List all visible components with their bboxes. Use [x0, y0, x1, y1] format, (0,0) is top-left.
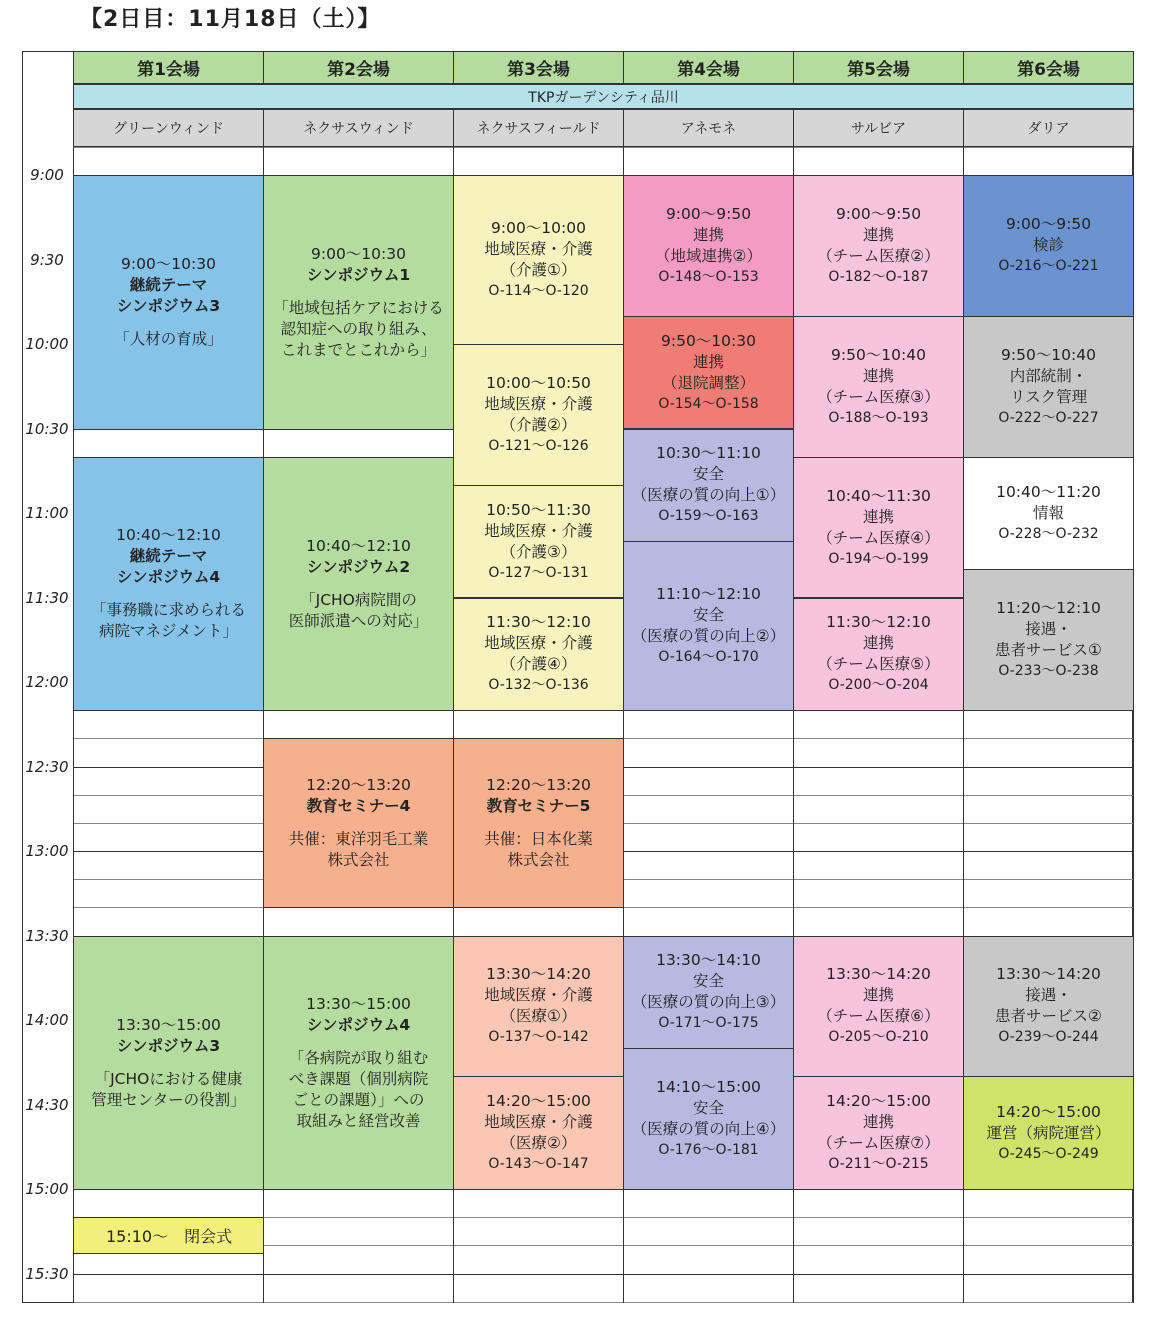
- time-label: 15:00: [25, 1180, 69, 1198]
- session-text: 9:50～10:40: [1001, 345, 1096, 364]
- session-block[interactable]: [963, 457, 1134, 571]
- session-text: 「JCHO病院間の: [300, 590, 417, 609]
- session-text: 地域医療・介護: [484, 986, 593, 1005]
- hall-header: 第3会場: [453, 51, 624, 84]
- session-text: 13:30～15:00: [306, 994, 411, 1013]
- session-block[interactable]: [623, 429, 794, 543]
- session-block[interactable]: [453, 1076, 624, 1190]
- hall-header: 第5会場: [793, 51, 964, 84]
- session-text: O-154～O-158: [658, 395, 759, 412]
- grid-line: [73, 1274, 1133, 1275]
- session-text: 9:00～10:00: [491, 219, 586, 237]
- session-block[interactable]: [963, 936, 1134, 1078]
- session-block[interactable]: [623, 175, 794, 317]
- session-block[interactable]: [453, 175, 624, 345]
- time-label: 10:30: [25, 419, 69, 438]
- time-label: 13:30: [25, 926, 69, 945]
- session-text: 9:00～10:30: [121, 255, 216, 274]
- session-block[interactable]: [963, 175, 1134, 317]
- hall-header: 第1会場: [73, 51, 264, 84]
- session-text: 連携: [862, 1113, 894, 1132]
- session-text: （医療の質の向上④）: [631, 1120, 786, 1139]
- session-block[interactable]: [963, 1076, 1134, 1190]
- time-label: 9:00: [30, 166, 64, 184]
- page-title: 【2日目：11月18日（土）】: [80, 7, 381, 32]
- session-text: O-171～O-175: [658, 1015, 759, 1032]
- session-text: 安全: [692, 465, 724, 484]
- session-text: 「各病院が取り組む: [288, 1048, 429, 1067]
- session-text: これまでとこれから」: [280, 340, 436, 359]
- session-text: （医療の質の向上②）: [631, 627, 786, 646]
- session-text: 11:30～12:10: [486, 613, 591, 632]
- session-text: 地域医療・介護: [484, 240, 593, 258]
- session-text: O-239～O-244: [998, 1029, 1099, 1046]
- session-text: （介護③）: [500, 542, 577, 561]
- session-text: 連携: [862, 634, 894, 653]
- session-text: シンポジウム2: [306, 557, 411, 576]
- session-text: 地域医療・介護: [484, 1113, 593, 1132]
- session-text: 「JCHOにおける健康: [94, 1069, 243, 1088]
- session-text: （チーム医療③）: [817, 387, 940, 406]
- grid-line: [73, 1302, 1133, 1303]
- session-text: 11:20～12:10: [996, 599, 1101, 618]
- session-text: 地域医療・介護: [484, 521, 593, 540]
- session-block[interactable]: [73, 175, 264, 430]
- session-text: 12:20～13:20: [486, 776, 591, 795]
- session-text: 9:00～10:30: [311, 244, 406, 263]
- room-header: ネクサスウィンド: [263, 109, 454, 147]
- time-label: 12:00: [25, 673, 69, 691]
- room-header: グリーンウィンド: [73, 109, 264, 147]
- session-text: O-188～O-193: [828, 409, 929, 426]
- session-text: O-222～O-227: [998, 409, 1099, 426]
- session-text: O-176～O-181: [658, 1142, 759, 1159]
- session-text: 「地域包括ケアにおける: [273, 298, 444, 317]
- session-text: 11:10～12:10: [656, 585, 761, 604]
- session-block[interactable]: [73, 457, 264, 712]
- session-text: 病院マネジメント」: [98, 622, 239, 641]
- session-text: 安全: [692, 606, 724, 625]
- session-text: （地域連携②）: [655, 246, 762, 265]
- session-text: （医療の質の向上①）: [631, 486, 786, 505]
- session-block[interactable]: [623, 541, 794, 711]
- session-text: 安全: [692, 1099, 724, 1118]
- session-text: 共催：日本化薬: [484, 830, 593, 849]
- session-text: O-228～O-232: [998, 525, 1099, 542]
- session-text: 10:40～12:10: [306, 536, 411, 555]
- session-text: （介護④）: [500, 655, 577, 674]
- session-text: 10:40～11:20: [996, 482, 1101, 501]
- session-text: 連携: [692, 225, 724, 244]
- session-text: 9:00～9:50: [665, 204, 752, 223]
- session-text: 10:40～11:30: [826, 486, 931, 505]
- session-text: 教育セミナー4: [306, 797, 411, 816]
- session-text: 10:00～10:50: [486, 373, 591, 392]
- session-text: 医師派遣への対応」: [288, 611, 429, 630]
- session-text: 11:30～12:10: [826, 613, 931, 632]
- session-text: 10:40～12:10: [116, 526, 221, 545]
- session-text: （チーム医療⑦）: [817, 1134, 940, 1153]
- session-text: （介護②）: [500, 415, 577, 434]
- hall-header: 第6会場: [963, 51, 1134, 84]
- session-block[interactable]: [793, 457, 964, 599]
- session-block[interactable]: [963, 316, 1134, 458]
- session-text: O-143～O-147: [488, 1156, 589, 1173]
- time-label: 14:00: [25, 1011, 69, 1029]
- session-text: （チーム医療⑤）: [817, 655, 940, 674]
- session-text: 教育セミナー5: [486, 797, 591, 816]
- time-label: 13:00: [25, 842, 69, 860]
- time-label: 14:30: [25, 1095, 69, 1114]
- session-text: 13:30～14:10: [656, 951, 761, 970]
- session-text: 患者サービス①: [995, 641, 1102, 660]
- time-label: 15:30: [25, 1264, 69, 1283]
- session-text: 取組みと経営改善: [296, 1111, 421, 1130]
- session-block[interactable]: [623, 1048, 794, 1190]
- session-text: 14:10～15:00: [656, 1078, 761, 1097]
- session-text: 運営（病院運営）: [986, 1123, 1111, 1142]
- session-text: O-137～O-142: [488, 1029, 589, 1046]
- session-text: 14:20～15:00: [996, 1102, 1101, 1121]
- hall-header: 第2会場: [263, 51, 454, 84]
- session-text: べき課題（個別病院: [288, 1069, 429, 1088]
- time-label: 11:30: [25, 588, 69, 607]
- room-header: ダリア: [963, 109, 1134, 147]
- session-text: 安全: [692, 972, 724, 991]
- session-text: O-200～O-204: [828, 677, 929, 694]
- session-text: 14:20～15:00: [826, 1092, 931, 1111]
- session-text: O-211～O-215: [828, 1156, 929, 1173]
- session-text: 検診: [1032, 236, 1064, 255]
- room-header: ネクサスフィールド: [453, 109, 624, 147]
- session-block[interactable]: [453, 598, 624, 712]
- session-block[interactable]: [263, 175, 454, 430]
- session-block[interactable]: [453, 485, 624, 599]
- session-text: 連携: [692, 352, 724, 371]
- session-text: （チーム医療②）: [817, 246, 940, 265]
- session-text: O-114～O-120: [488, 283, 589, 299]
- session-text: （チーム医療⑥）: [817, 1007, 940, 1026]
- session-block[interactable]: [793, 1076, 964, 1190]
- session-text: シンポジウム3: [116, 297, 221, 316]
- session-text: （医療①）: [500, 1007, 577, 1026]
- session-text: 10:50～11:30: [486, 500, 591, 519]
- session-text: シンポジウム1: [306, 265, 411, 284]
- session-text: （医療の質の向上③）: [631, 993, 786, 1012]
- session-block[interactable]: [263, 936, 454, 1191]
- time-label: 10:00: [25, 335, 69, 353]
- session-text: シンポジウム4: [116, 568, 221, 587]
- session-text: 「人材の育成」: [114, 330, 223, 349]
- session-block[interactable]: [793, 316, 964, 458]
- session-text: 10:30～11:10: [656, 444, 761, 463]
- session-text: 9:50～10:40: [831, 345, 926, 364]
- session-text: O-159～O-163: [658, 508, 759, 525]
- session-text: 継続テーマ: [129, 547, 208, 566]
- session-text: 継続テーマ: [129, 276, 208, 295]
- session-block[interactable]: [263, 457, 454, 712]
- closing-ceremony[interactable]: 15:10～ 閉会式: [73, 1217, 264, 1254]
- session-text: 株式会社: [507, 851, 570, 870]
- session-block[interactable]: [263, 738, 454, 908]
- session-text: 地域医療・介護: [484, 394, 593, 413]
- session-text: リスク管理: [1009, 387, 1088, 406]
- session-text: 13:30～15:00: [116, 1015, 221, 1034]
- session-text: 連携: [862, 986, 894, 1005]
- session-text: O-164～O-170: [658, 649, 759, 666]
- session-text: 13:30～14:20: [996, 965, 1101, 984]
- time-label: 9:30: [30, 250, 64, 269]
- session-text: 12:20～13:20: [306, 776, 411, 795]
- session-text: O-245～O-249: [998, 1145, 1099, 1162]
- session-text: O-233～O-238: [998, 663, 1099, 680]
- time-label: 12:30: [25, 757, 69, 776]
- session-text: 共催：東洋羽毛工業: [288, 830, 429, 849]
- session-block[interactable]: [623, 316, 794, 430]
- session-text: O-205～O-210: [828, 1029, 929, 1046]
- room-header: アネモネ: [623, 109, 794, 147]
- session-block[interactable]: [453, 738, 624, 908]
- hall-header: 第4会場: [623, 51, 794, 84]
- session-text: 9:50～10:30: [661, 331, 756, 350]
- session-text: O-216～O-221: [998, 258, 1099, 275]
- session-text: 株式会社: [327, 851, 390, 870]
- session-text: （退院調整）: [661, 373, 755, 392]
- session-text: シンポジウム3: [116, 1036, 221, 1055]
- session-text: 連携: [862, 225, 894, 244]
- session-text: ごとの課題）」への: [292, 1090, 425, 1109]
- room-header: サルビア: [793, 109, 964, 147]
- session-text: 14:20～15:00: [486, 1092, 591, 1111]
- session-text: （チーム医療④）: [817, 528, 940, 547]
- session-block[interactable]: [453, 936, 624, 1078]
- session-block[interactable]: [963, 569, 1134, 711]
- session-text: 接遇・: [1025, 986, 1072, 1005]
- session-text: O-182～O-187: [828, 268, 929, 285]
- session-text: 連携: [862, 366, 894, 385]
- session-block[interactable]: [453, 344, 624, 486]
- session-block[interactable]: [793, 598, 964, 712]
- session-text: 13:30～14:20: [486, 965, 591, 984]
- session-text: 管理センターの役割」: [91, 1090, 246, 1109]
- session-text: O-127～O-131: [488, 564, 589, 581]
- session-text: （介護①）: [500, 261, 577, 279]
- session-text: O-121～O-126: [488, 437, 589, 454]
- session-text: 13:30～14:20: [826, 965, 931, 984]
- session-text: 「事務職に求められる: [90, 601, 246, 620]
- session-text: 接遇・: [1025, 620, 1072, 639]
- session-text: 9:00～9:50: [1005, 215, 1092, 234]
- session-text: O-148～O-153: [658, 268, 759, 285]
- session-text: 情報: [1032, 503, 1064, 522]
- session-block[interactable]: [793, 936, 964, 1078]
- session-text: 認知症への取り組み、: [280, 319, 437, 338]
- session-block[interactable]: [73, 936, 264, 1191]
- session-block[interactable]: [623, 936, 794, 1050]
- session-text: 内部統制・: [1009, 366, 1088, 385]
- session-text: 患者サービス②: [995, 1007, 1102, 1026]
- session-text: 地域医療・介護: [484, 634, 593, 653]
- session-text: シンポジウム4: [306, 1015, 411, 1034]
- session-text: O-194～O-199: [828, 550, 929, 567]
- session-block[interactable]: [793, 175, 964, 317]
- session-text: 連携: [862, 507, 894, 526]
- venue-name: TKPガーデンシティ品川: [73, 84, 1134, 109]
- session-text: 9:00～9:50: [835, 204, 922, 223]
- time-label: 11:00: [25, 504, 69, 522]
- session-text: （医療②）: [500, 1134, 577, 1153]
- session-text: O-132～O-136: [488, 677, 589, 694]
